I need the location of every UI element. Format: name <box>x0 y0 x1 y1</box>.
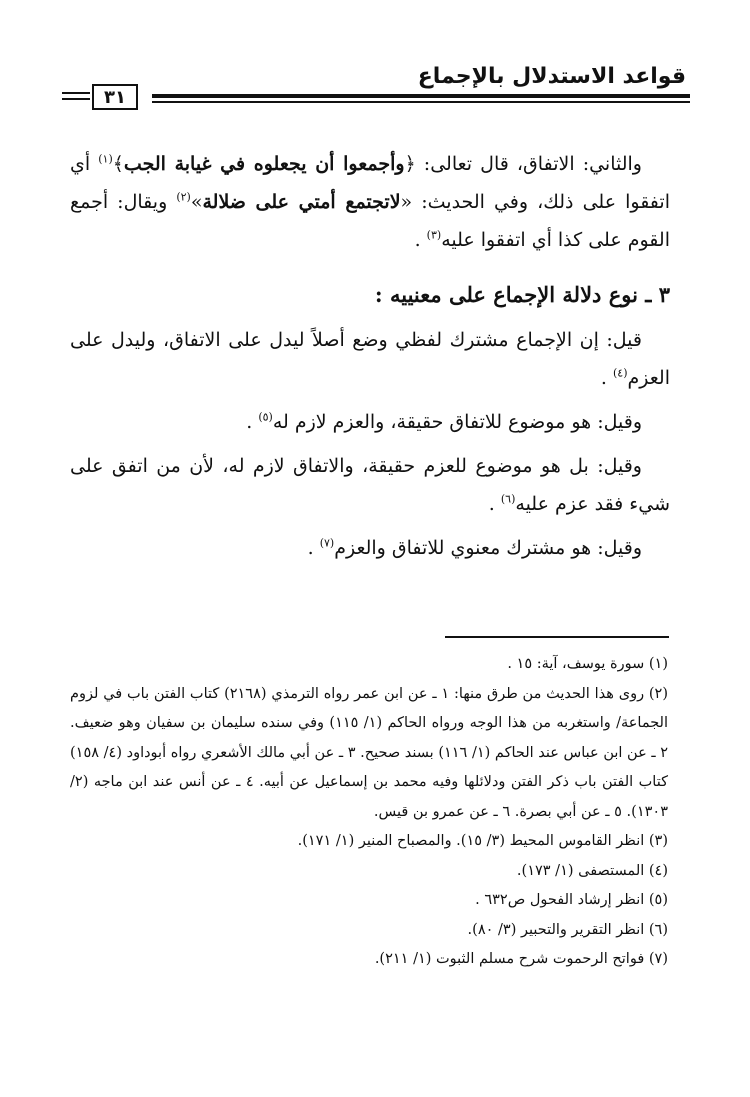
main-text <box>70 145 670 567</box>
header-rule-thick <box>152 94 690 98</box>
footnote-5: (٥) انظر إرشاد الفحول ص٦٣٢ . <box>475 892 668 908</box>
paragraph-opinion-2 <box>70 403 670 441</box>
footnote-4: (٤) المستصفى (١/ ١٧٣). <box>516 862 668 879</box>
footnote-7: (٧) فواتح الرحموت شرح مسلم الثبوت (١/ ٢١١). <box>374 951 668 967</box>
footnote-ref: (٦) <box>500 492 516 506</box>
footnote-ref: (٤) <box>613 366 628 380</box>
text-run: قيل: إن الإجماع مشترك لفظي وضع أصلاً ليدل على الاتفاق، وليدل على العزم <box>70 329 670 389</box>
quran-verse: وأجمعوا أن يجعلوه في غيابة الجب <box>123 153 405 175</box>
text-run: والثاني: الاتفاق، قال تعالى: ﴿ <box>404 153 642 175</box>
footnote-6: (٦) انظر التقرير والتحبير (٣/ ٨٠). <box>467 921 668 938</box>
footnote-separator <box>445 636 669 638</box>
paragraph-opinion-3 <box>70 447 670 523</box>
page-header <box>62 64 690 112</box>
paragraph-opinion-4 <box>70 529 670 567</box>
text-run: وقيل: هو موضوع للاتفاق حقيقة، والعزم لازم له <box>272 411 642 433</box>
footnote-1: (١) سورة يوسف، آية: ١٥ . <box>507 656 668 672</box>
text-run: » <box>190 191 203 213</box>
footnote-3: (٣) انظر القاموس المحيط (٣/ ١٥). والمصباح المنير (١/ ١٧١). <box>297 833 668 849</box>
paragraph-opinion-1 <box>70 321 670 397</box>
section-heading: ٣ ـ نوع دلالة الإجماع على معنييه : <box>374 282 670 307</box>
footnote-ref: (٣) <box>426 228 442 242</box>
text-run: . <box>307 537 320 559</box>
text-run: . <box>488 493 501 515</box>
text-run: ويقال: أجمع القوم على كذا أي اتفقوا عليه <box>70 191 670 251</box>
footnote-ref: (١) <box>98 152 113 166</box>
text-run: وقيل: بل هو موضوع للعزم حقيقة، والاتفاق لازم له، لأن من اتفق على شيء فقد عزم عليه <box>70 455 670 515</box>
text-run: أي اتفقوا على ذلك، وفي الحديث: « <box>70 153 670 213</box>
text-run: . <box>414 229 427 251</box>
page-number-ornament <box>62 92 90 102</box>
text-run: . <box>246 411 259 433</box>
footnote-2: (٢) روى هذا الحديث من طرق منها: ١ ـ عن ابن عمر رواه الترمذي (٢١٦٨) كتاب الفتن باب في لزوم الجماعة/ واستغربه من هذا الوجه ورواه الحاكم (١/ ١١٥) وفي سنده سليمان بن سفيان وهو ضعيف. ٢ ـ عن ابن عباس عند الحاكم (١/ ١١٦) بسند صحيح. ٣ ـ عن أبي مالك الأشعري رواه أبوداود (٤/ ١٥٨) كتاب الفتن باب ذكر الفتن ودلائلها وفيه محمد بن إسماعيل عن أبيه. ٤ ـ عن أنس عند ابن ماجه (٢/ ١٣٠٣). ٥ ـ عن أبي بصرة. ٦ ـ عن عمرو بن قيس. <box>70 685 669 820</box>
footnote-ref: (٢) <box>176 190 191 204</box>
running-title: قواعد الاستدلال بالإجماع <box>417 64 686 89</box>
text-run: ﴾ <box>112 153 124 175</box>
hadith-text: لاتجتمع أمتي على ضلالة <box>202 191 401 213</box>
header-rule-thin <box>152 101 690 103</box>
footnote-ref: (٧) <box>319 536 335 550</box>
text-run: وقيل: هو مشترك معنوي للاتفاق والعزم <box>334 537 642 559</box>
text-run: . <box>600 367 613 389</box>
footnotes <box>70 650 668 975</box>
paragraph-ijma-meaning-agreement <box>70 145 670 259</box>
footnote-ref: (٥) <box>258 410 273 424</box>
page-number: ٣١ <box>92 84 138 110</box>
